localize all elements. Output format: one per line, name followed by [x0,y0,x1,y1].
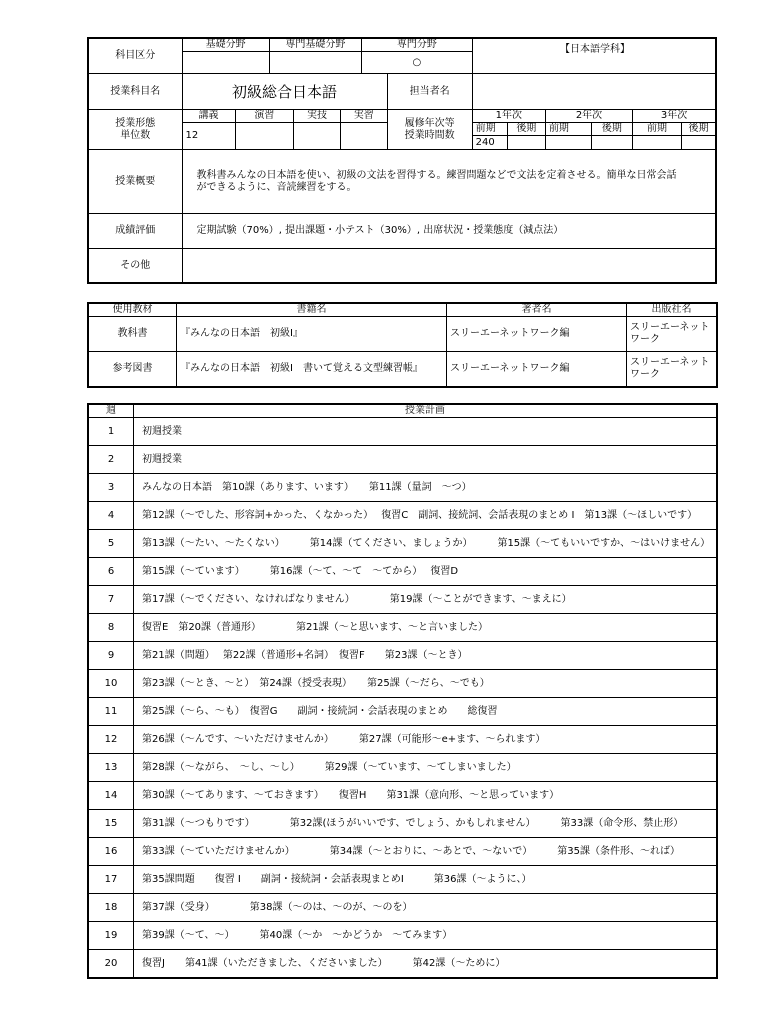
table-row [89,922,717,950]
week-plan-text: 第39課（～て、～） 第40課（～か ～かどうか ～てみます） [134,922,717,950]
table-row [89,810,717,838]
material-author: スリーエーネットワーク編 [447,317,627,352]
type-exercise: 演習 [235,110,293,123]
week-number: 1 [89,418,134,446]
week-number: 14 [89,782,134,810]
category-basic-header: 基礎分野 [182,39,269,52]
term-header: 前期 [472,123,507,136]
term-header: 前期 [545,123,591,136]
week-number: 7 [89,586,134,614]
table-row [89,726,717,754]
course-info-table [88,38,716,283]
overview-label: 授業概要 [89,150,183,214]
week-plan-text: 第33課（～ていただけませんか） 第34課（～とおりに、～あとで、～ないで） 第35課（条件形、～れば） [134,838,717,866]
type-practical-value [294,123,341,150]
materials-header-author: 著者名 [447,304,627,317]
table-row [89,838,717,866]
week-number: 19 [89,922,134,950]
term-hours [681,136,715,150]
week-plan-text: 復習J 第41課（いただきました、くださいました） 第42課（～ために） [134,950,717,978]
category-pre-specialized-value [269,52,361,74]
week-plan-text: 第30課（～てあります、～ておきます） 復習H 第31課（意向形、～と思っています） [134,782,717,810]
plan-week-header: 週 [89,405,134,418]
plan-header: 授業計画 [134,405,717,418]
category-specialized-header: 専門分野 [362,39,473,52]
table-row [89,642,717,670]
week-number: 2 [89,446,134,474]
materials-header-title: 書籍名 [177,304,447,317]
type-lecture: 講義 [182,110,235,123]
week-number: 11 [89,698,134,726]
table-row [89,418,717,446]
material-publisher: スリーエーネット ワーク [627,352,717,387]
week-plan-text: 第37課（受身） 第38課（～のは、～のが、～のを） [134,894,717,922]
teacher-value [472,74,715,110]
term-header: 後期 [681,123,715,136]
week-plan-text: みんなの日本語 第10課（あります、います） 第11課（量詞 ～つ） [134,474,717,502]
table-row [89,558,717,586]
week-number: 9 [89,642,134,670]
material-type: 参考図書 [89,352,177,387]
term-header: 前期 [633,123,682,136]
overview-text: 教科書みんなの日本語を使い、初級の文法を習得する。練習問題などで文法を定着させる。簡単な日常会話 ができるように、音読練習をする。 [182,150,716,214]
week-plan-text: 第23課（～とき、～と） 第24課（授受表現） 第25課（～だら、～でも） [134,670,717,698]
week-number: 15 [89,810,134,838]
week-number: 10 [89,670,134,698]
term-hours [591,136,632,150]
week-plan-text: 第17課（～でください、なければなりません） 第19課（～ことができます、～まえに） [134,586,717,614]
table-row [89,670,717,698]
term-header: 後期 [507,123,545,136]
format-label: 授業形態 単位数 [89,110,183,150]
week-plan-text: 第31課（～つもりです） 第32課(ほうがいいです、でしょう、かもしれません） 第33課（命令形、禁止形） [134,810,717,838]
week-plan-text: 第26課（～んです、～いただけませんか） 第27課（可能形～e+ます、～られます） [134,726,717,754]
term-hours [507,136,545,150]
year-1-header: 1年次 [472,110,545,123]
material-title: 『みんなの日本語 初級Ⅰ 書いて覚える文型練習帳』 [177,352,447,387]
table-row [89,782,717,810]
materials-header-type: 使用教材 [89,304,177,317]
materials-table [88,303,717,387]
term-hours [545,136,591,150]
week-plan-text: 第12課（～でした、形容詞+かった、くなかった） 復習C 副詞、接続詞、会話表現のまとめ Ⅰ 第13課（～ほしいです） [134,502,717,530]
type-lecture-value: 12 [182,123,235,150]
materials-header-publisher: 出版社名 [627,304,717,317]
table-row [89,698,717,726]
week-number: 4 [89,502,134,530]
blank-area [472,39,715,74]
week-number: 18 [89,894,134,922]
table-row [89,474,717,502]
type-practical: 実技 [294,110,341,123]
term-hours: 240 [472,136,507,150]
material-title: 『みんなの日本語 初級Ⅰ』 [177,317,447,352]
year-3-header: 3年次 [633,110,716,123]
teacher-label: 担当者名 [387,74,472,110]
week-plan-text: 第28課（～ながら、 ～し、～し） 第29課（～ています、～てしまいました） [134,754,717,782]
week-number: 6 [89,558,134,586]
plan-table [88,404,717,978]
week-number: 13 [89,754,134,782]
other-label: その他 [89,249,183,283]
table-row [89,950,717,978]
week-number: 8 [89,614,134,642]
week-number: 12 [89,726,134,754]
week-plan-text: 第21課（問題） 第22課（普通形+名詞） 復習F 第23課（～とき） [134,642,717,670]
material-type: 教科書 [89,317,177,352]
category-basic-value [182,52,269,74]
term-header: 後期 [591,123,632,136]
week-number: 16 [89,838,134,866]
material-author: スリーエーネットワーク編 [447,352,627,387]
table-row [89,754,717,782]
table-row [89,586,717,614]
material-publisher: スリーエーネット ワーク [627,317,717,352]
table-row [89,894,717,922]
table-row [89,502,717,530]
week-plan-text: 復習E 第20課（普通形） 第21課（～と思います、～と言いました） [134,614,717,642]
type-training: 実習 [340,110,387,123]
week-plan-text: 第15課（～ています） 第16課（～て、～て ～てから） 復習D [134,558,717,586]
table-row [89,446,717,474]
type-training-value [340,123,387,150]
evaluation-text: 定期試験（70%）, 提出課題・小テスト（30%）, 出席状況・授業態度（減点法） [182,214,716,249]
type-exercise-value [235,123,293,150]
course-name-label: 授業科目名 [89,74,183,110]
table-row [89,614,717,642]
week-number: 5 [89,530,134,558]
subject-category-label: 科目区分 [89,39,183,74]
category-pre-specialized-header: 専門基礎分野 [269,39,361,52]
department-label: 【日本語学科】 [560,44,630,55]
week-plan-text: 第13課（～たい、～たくない） 第14課（てください、ましょうか） 第15課（～てもいいですか、～はいけません） [134,530,717,558]
category-specialized-value: ○ [362,52,473,74]
week-number: 3 [89,474,134,502]
week-plan-text: 初週授業 [134,446,717,474]
week-number: 20 [89,950,134,978]
week-number: 17 [89,866,134,894]
year-2-header: 2年次 [545,110,632,123]
hours-label: 履修年次等 授業時間数 [387,110,472,150]
week-plan-text: 第35課問題 復習 Ⅰ 副詞・接続詞・会話表現まとめⅠ 第36課（～ように、） [134,866,717,894]
other-text [182,249,716,283]
evaluation-label: 成績評価 [89,214,183,249]
week-plan-text: 初週授業 [134,418,717,446]
course-name: 初級総合日本語 [182,74,387,110]
term-hours [633,136,682,150]
table-row [89,866,717,894]
week-plan-text: 第25課（～ら、～も） 復習G 副詞・接続詞・会話表現のまとめ 総復習 [134,698,717,726]
table-row [89,530,717,558]
